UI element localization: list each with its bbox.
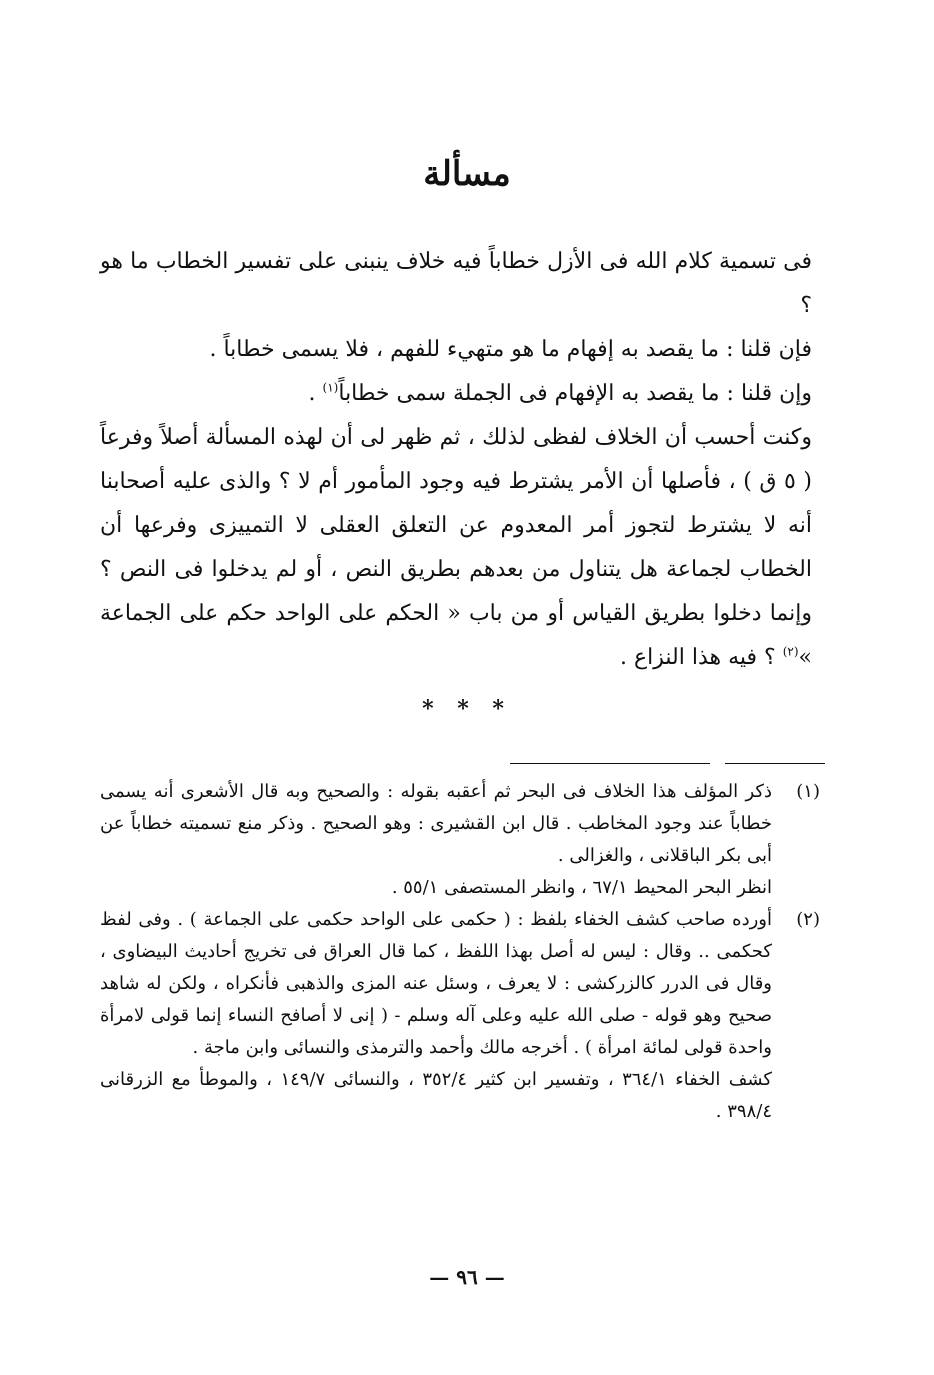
footnote-number: (٢) <box>796 909 820 930</box>
footnotes <box>100 776 820 1128</box>
footnote-ref[interactable]: (٢) <box>782 644 799 659</box>
footnote-body <box>100 904 772 1128</box>
paragraph-text: وكنت أحسب أن الخلاف لفظى لذلك ، ثم ظهر لى أن لهذه المسألة أصلاً وفرعاً ( ٥ ق ) ، فأصلها أن الأمر يشترط فيه وجود المأمور أم لا ؟ والذى عليه أصحابنا أنه لا يشترط لتجوز أمر المعدوم عن التعلق العقلى لا التمييزى وفرعها أن الخطاب لجماعة هل يتناول من بعدهم بطريق النص ، أو لم يدخلوا فى النص ؟ وإنما دخلوا بطريق القياس أو من باب « الحكم على الواحد حكم على الجماعة » <box>100 425 812 670</box>
footnote-rule <box>725 763 825 764</box>
footnote-line: أورده صاحب كشف الخفاء بلفظ : ( حكمى على الواحد حكمى على الجماعة ) . وفى لفظ كحكمى .. وقال : ليس له أصل بهذا اللفظ ، كما قال العراق فى تخريج أحاديث البيضاوى ، وقال فى الدرر كالزركشى : لا يعرف ، وسئل عنه المزى والذهبى فأنكراه ، ولكن له شاهد صحيح وهو قوله - صلى الله عليه وعلى آله وسلم - ( إنى لا أصافح النساء إنما قولى لامرأة واحدة قولى لمائة امرأة ) . أخرجه مالك وأحمد والترمذى والنسائى وابن ماجة . <box>100 909 772 1058</box>
paragraph <box>100 416 812 680</box>
paragraph-tail: ؟ فيه هذا النزاع . <box>620 645 783 670</box>
page-number: — ٩٦ — <box>429 1265 505 1289</box>
paragraph-tail: . <box>308 381 323 406</box>
footnote-body <box>100 776 772 904</box>
footnote-line: كشف الخفاء ٣٦٤/١ ، وتفسير ابن كثير ٣٥٢/٤ ، والنسائى ١٤٩/٧ ، والموطأ مع الزرقانى ٣٩٨/٤ . <box>100 1069 772 1122</box>
section-separator: * * * <box>422 696 512 722</box>
section-title: مسألة <box>423 154 511 194</box>
footnote-rule <box>510 763 710 764</box>
footnote <box>100 776 820 904</box>
footnote-line: ذكر المؤلف هذا الخلاف فى البحر ثم أعقبه بقوله : والصحيح وبه قال الأشعرى أنه يسمى خطاباً عند وجود المخاطب . قال ابن القشيرى : وهو الصحيح . وذكر منع تسميته خطاباً عن أبى بكر الباقلانى ، والغزالى . <box>100 781 772 866</box>
paragraph-text: وإن قلنا : ما يقصد به الإفهام فى الجملة سمى خطاباً <box>338 381 812 406</box>
footnote-ref[interactable]: (١) <box>322 380 339 395</box>
paragraph: فإن قلنا : ما يقصد به إفهام ما هو متهيء للفهم ، فلا يسمى خطاباً . <box>209 337 812 362</box>
footnote <box>100 904 820 1128</box>
paragraph: فى تسمية كلام الله فى الأزل خطاباً فيه خلاف ينبنى على تفسير الخطاب ما هو ؟ <box>100 249 812 318</box>
main-text <box>100 240 812 680</box>
paragraph <box>100 372 812 416</box>
footnote-number: (١) <box>796 781 820 802</box>
footnote-line: انظر البحر المحيط ٦٧/١ ، وانظر المستصفى ٥٥/١ . <box>391 877 772 898</box>
